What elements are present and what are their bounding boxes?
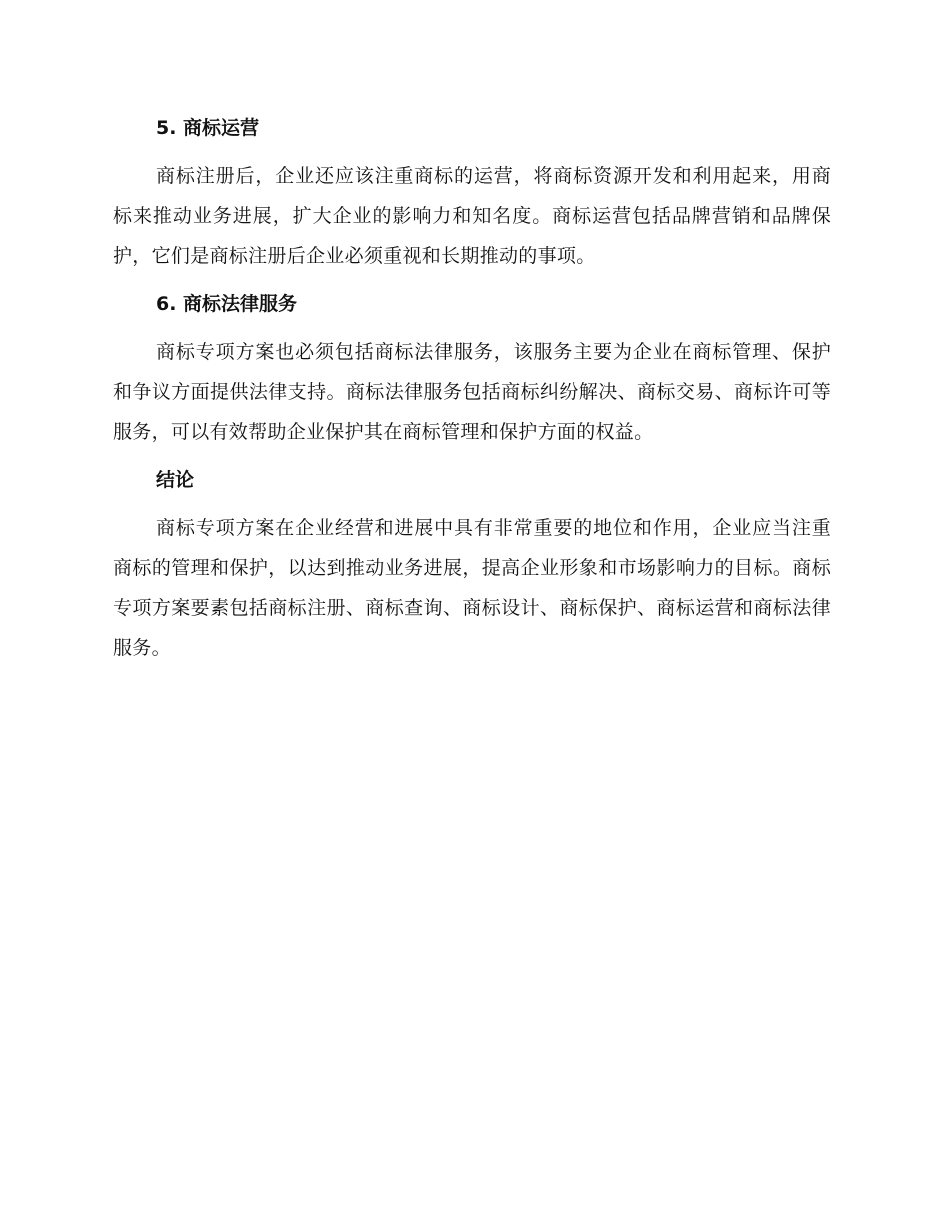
document-body <box>113 108 831 676</box>
section-heading: 5. 商标运营 <box>156 117 260 139</box>
section-paragraph: 商标注册后，企业还应该注重商标的运营，将商标资源开发和利用起来，用商标来推动业务进展，扩大企业的影响力和知名度。商标运营包括品牌营销和品牌保护，它们是商标注册后企业必须重视和长期推动的事项。 <box>113 165 831 267</box>
section-paragraph: 商标专项方案在企业经营和进展中具有非常重要的地位和作用，企业应当注重商标的管理和保护，以达到推动业务进展，提高企业形象和市场影响力的目标。商标专项方案要素包括商标注册、商标查询、商标设计、商标保护、商标运营和商标法律服务。 <box>113 517 831 659</box>
section-conclusion <box>113 460 831 668</box>
section-heading: 6. 商标法律服务 <box>156 293 298 315</box>
section-trademark-operation <box>113 108 831 276</box>
section-paragraph: 商标专项方案也必须包括商标法律服务，该服务主要为企业在商标管理、保护和争议方面提供法律支持。商标法律服务包括商标纠纷解决、商标交易、商标许可等服务，可以有效帮助企业保护其在商标管理和保护方面的权益。 <box>113 341 831 443</box>
section-trademark-legal-services <box>113 284 831 452</box>
section-heading: 结论 <box>156 469 195 491</box>
